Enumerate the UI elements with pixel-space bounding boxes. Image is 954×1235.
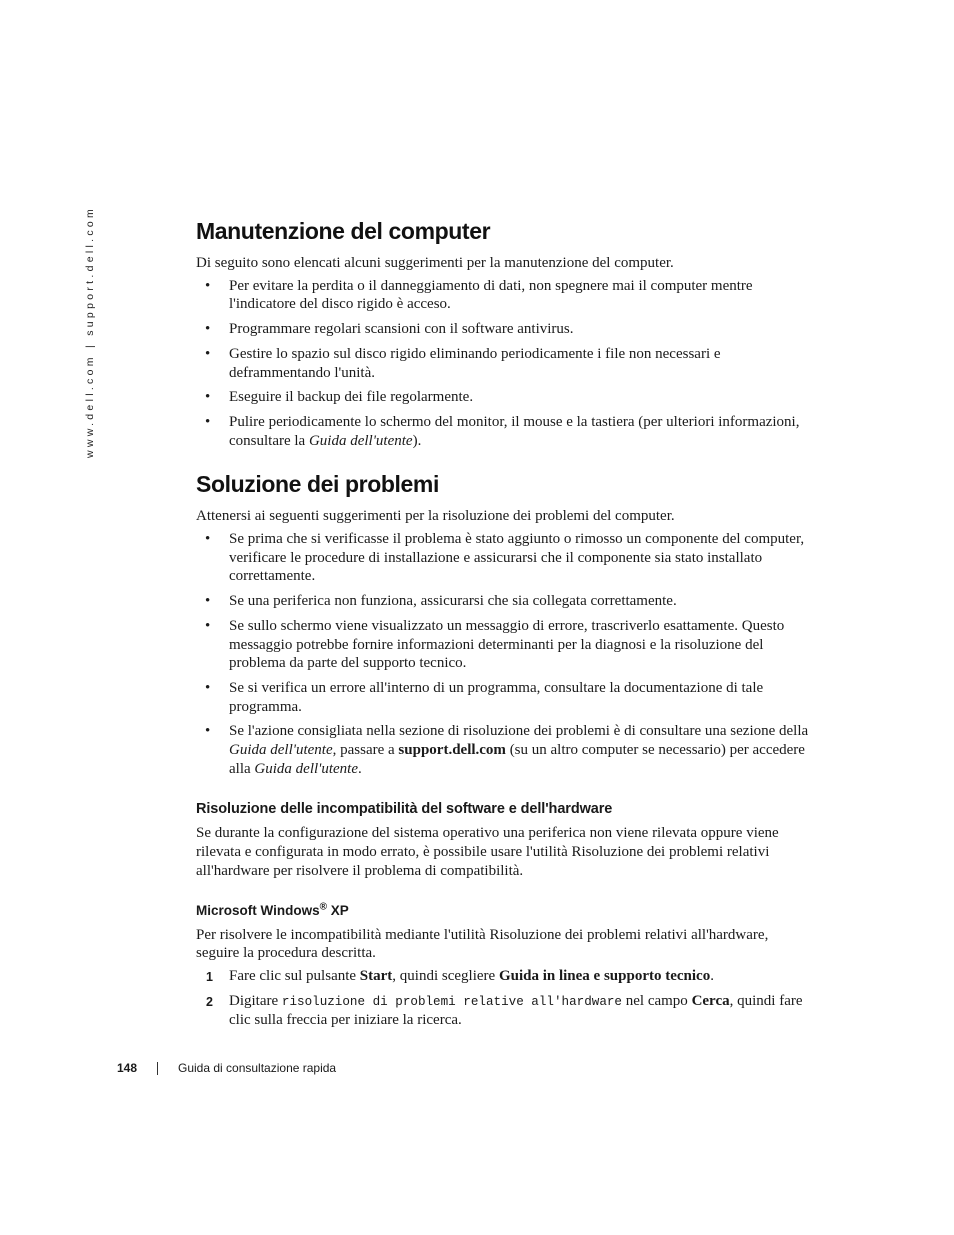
registered-mark: ® — [319, 901, 327, 913]
steps-list — [196, 967, 814, 1030]
step-number: 2 — [206, 994, 213, 1009]
list-item: • Gestire lo spazio sul disco rigido eliminando periodicamente i file non necessari e deframmentando l'unità. — [196, 345, 814, 382]
list-item: • Per evitare la perdita o il danneggiamento di dati, non spegnere mai il computer mentre l'indicatore del disco rigido è acceso. — [196, 277, 814, 314]
list-text: Se l'azione consigliata nella sezione di risoluzione dei problemi è di consultare una sezione della — [229, 723, 809, 740]
help-support-ref: Guida in linea e supporto tecnico — [498, 967, 711, 984]
search-text-code: risoluzione di problemi relative all'hardware — [281, 994, 622, 1009]
incompatibilities-body: Se durante la configurazione del sistema operativo una periferica non viene rilevata oppure viene rilevata e configurata in modo errato, è possibile usare l'utilità Risoluzione dei problemi relativi all'hardware per risolvere il problema di compatibilità. — [196, 825, 779, 879]
user-guide-ref: Guida dell'utente — [254, 760, 359, 777]
maintenance-list — [196, 277, 814, 451]
start-button-ref: Start — [359, 967, 393, 984]
maintenance-intro: Di seguito sono elencati alcuni suggerimenti per la manutenzione del computer. — [196, 255, 674, 271]
search-field-ref: Cerca — [691, 992, 730, 1009]
user-guide-ref: Guida dell'utente — [229, 742, 333, 759]
user-guide-ref: Guida dell'utente — [308, 432, 413, 449]
list-item — [196, 413, 814, 450]
list-item: • Eseguire il backup dei file regolarmente. — [196, 388, 814, 407]
list-text: (su un altro computer se necessario) per accedere alla — [229, 742, 805, 777]
step-number: 1 — [206, 969, 213, 984]
footer-title: Guida di consultazione rapida — [178, 1061, 337, 1075]
list-item: • Se si verifica un errore all'interno di un programma, consultare la documentazione di tale programma. — [196, 679, 814, 716]
list-text: ). — [412, 432, 422, 449]
windows-xp-body: Per risolvere le incompatibilità mediante l'utilità Risoluzione dei problemi relativi all'hardware, seguire la procedura descritta. — [196, 926, 769, 962]
list-item: • Se una periferica non funziona, assicurarsi che sia collegata correttamente. — [196, 592, 814, 611]
troubleshooting-intro: Attenersi ai seguenti suggerimenti per la risoluzione dei problemi del computer. — [196, 508, 675, 525]
list-text: . — [358, 760, 362, 777]
footer-divider — [157, 1062, 158, 1075]
section-title-troubleshooting: Soluzione dei problemi — [196, 471, 439, 498]
step-item: 2 Digitare risoluzione di problemi relative all'hardware nel campo Cerca, quindi fare clic sulla freccia per iniziare la ricerca. — [206, 992, 803, 1029]
troubleshooting-list — [196, 530, 814, 778]
support-link[interactable]: support.dell.com — [398, 742, 506, 759]
list-item: • Se sullo schermo viene visualizzato un messaggio di errore, trascriverlo esattamente. Questo messaggio potrebbe fornire informazioni determinanti per la diagnosi e la risoluzione del problema da parte del supporto tecnico. — [196, 617, 814, 673]
list-item: • Se prima che si verificasse il problema è stato aggiunto o rimosso un componente del computer, verificare le procedure di installazione e assicurarsi che il componente sia stato installato correttamente. — [196, 530, 814, 586]
list-item: • Programmare regolari scansioni con il software antivirus. — [196, 320, 814, 339]
page-footer — [117, 1061, 336, 1075]
list-text: Pulire periodicamente lo schermo del monitor, il mouse e la tastiera (per ulteriori informazioni, consultare la — [229, 413, 800, 449]
page-content — [196, 214, 814, 1030]
list-item — [196, 722, 814, 778]
subsection-title-incompatibilities: Risoluzione delle incompatibilità del software e dell'hardware — [196, 801, 613, 818]
section-title-maintenance: Manutenzione del computer — [196, 218, 491, 244]
list-text: , passare a — [332, 742, 399, 759]
page-number: 148 — [117, 1061, 138, 1075]
step-item: 1 Fare clic sul pulsante Start, quindi scegliere Guida in linea e supporto tecnico. — [196, 967, 814, 986]
subsection-title-windows-xp: Microsoft Windows® XP — [196, 901, 349, 918]
sidebar-url: www.dell.com | support.dell.com — [84, 205, 96, 458]
